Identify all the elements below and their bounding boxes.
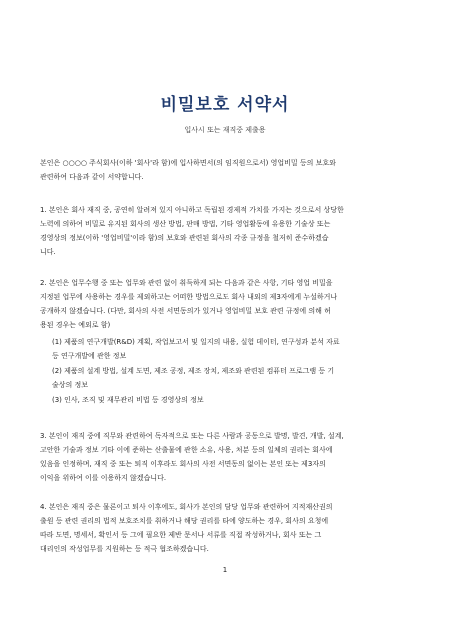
section-2-line: 지정된 업무에 사용하는 경우를 제외하고는 어떠한 방법으로도 회사 내외의 제3자에게 누설하거나 xyxy=(40,293,338,301)
section-4-line: 출원 등 관련 권리의 법적 보호조치를 취하거나 해당 권리를 타에 양도하는 경우, 회사의 요청에 xyxy=(40,517,329,525)
intro-paragraph xyxy=(40,156,420,184)
section-1-line: 노력에 의하여 비밀로 유지된 회사의 생산 방법, 판매 방법, 기타 영업활동에 유용한 기술상 또는 xyxy=(40,220,331,228)
section-1-line: 1. 본인은 회사 재직 중, 공연히 알려져 있지 아니하고 독립된 경제적 가치를 가지는 것으로서 상당한 xyxy=(40,206,344,214)
section-4-line: 따라 도면, 명세서, 확인서 등 그에 필요한 제반 문서나 서류를 직접 작성하거나, 회사 또는 그 xyxy=(40,531,322,539)
section-2-line: 용된 경우는 예외로 함) xyxy=(40,321,111,329)
section-2-item-2 xyxy=(52,364,420,392)
section-1 xyxy=(40,203,420,259)
section-2-item-3 xyxy=(52,393,420,407)
section-4-line: 4. 본인은 재직 중은 물론이고 퇴사 이후에도, 회사가 본인의 담당 업무와 관련하여 지적재산권의 xyxy=(40,503,333,511)
section-3-line: 고안한 기술과 정보 기타 이에 준하는 산출물에 관한 소유, 사용, 처분 등의 일체의 권리는 회사에 xyxy=(40,446,333,454)
page-number: 1 xyxy=(222,566,228,574)
section-3-line: 3. 본인이 재직 중에 직무와 관련하여 독자적으로 또는 다른 사람과 공동으로 발명, 발견, 개발, 설계, xyxy=(40,432,344,440)
section-2-item-line: (1) 제품의 연구개발(R&D) 계획, 작업보고서 및 일지의 내용, 실험 데이터, 연구성과 분석 자료 xyxy=(52,338,340,346)
section-2-item-1 xyxy=(52,335,420,363)
section-4-line: 대리인의 작성업무를 지원하는 등 적극 협조하겠습니다. xyxy=(40,545,209,553)
section-4 xyxy=(40,500,420,556)
intro-line: 관련하여 다음과 같이 서약합니다. xyxy=(40,173,144,181)
section-2-item-line: 등 연구개발에 관한 정보 xyxy=(52,352,127,360)
section-3-line: 이익을 위하여 이를 이용하지 않겠습니다. xyxy=(40,474,167,482)
section-2 xyxy=(40,276,420,332)
section-1-line: 니다. xyxy=(40,248,56,256)
intro-line: 본인은 ○○○○ 주식회사(이하 '회사'라 함)에 입사하면서(의 임직원으로서) 영업비밀 등의 보호와 xyxy=(40,159,336,167)
section-2-line: 2. 본인은 업무수행 중 또는 업무와 관련 없이 취득하게 되는 다음과 같은 사항, 기타 영업 비밀을 xyxy=(40,279,333,287)
document-subtitle: 입사시 또는 재직중 제출용 xyxy=(184,126,266,134)
section-2-item-line: (3) 인사, 조직 및 재무관리 비법 등 경영상의 정보 xyxy=(52,396,204,404)
section-2-item-line: 술상의 정보 xyxy=(52,381,89,389)
document-title: 비밀보호 서약서 xyxy=(160,95,290,115)
section-1-line: 경영상의 정보(이하 '영업비밀'이라 함)의 보호와 관련된 회사의 각종 규정을 철저히 준수하겠습 xyxy=(40,234,329,242)
section-3-line: 있음을 인정하며, 재직 중 또는 퇴직 이후라도 회사의 사전 서면동의 없이는 본인 또는 제3자의 xyxy=(40,460,326,468)
section-2-item-line: (2) 제품의 설계 방법, 설계 도면, 제조 공정, 제조 장치, 제조와 관련된 컴퓨터 프로그램 등 기 xyxy=(52,367,335,375)
section-2-line: 공개하지 않겠습니다. (다만, 회사의 사전 서면동의가 있거나 영업비밀 보호 관련 규정에 의해 허 xyxy=(40,307,331,315)
section-3 xyxy=(40,429,420,485)
